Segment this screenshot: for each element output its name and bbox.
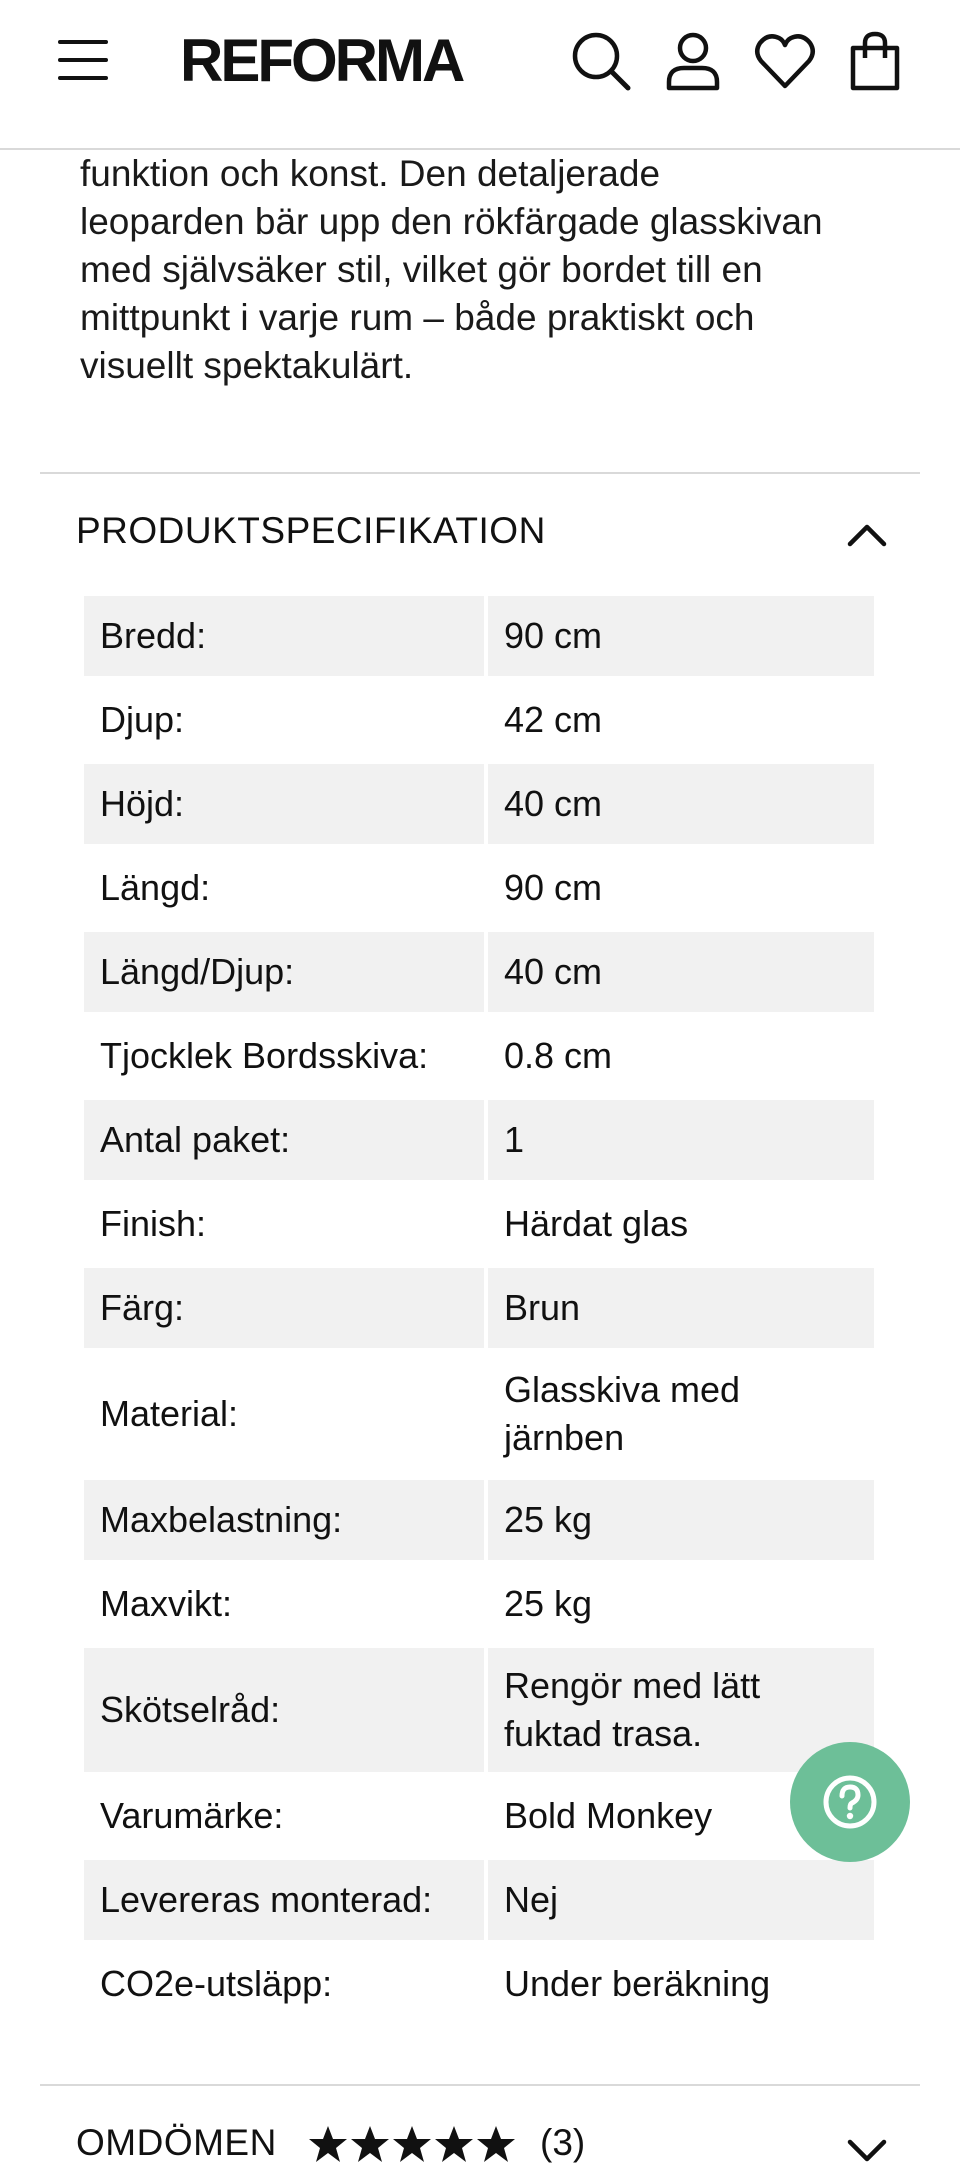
spec-label: Antal paket: — [84, 1100, 484, 1180]
spec-row — [84, 680, 878, 760]
user-icon[interactable] — [660, 28, 726, 94]
spec-label: Höjd: — [84, 764, 484, 844]
spec-row — [84, 848, 878, 928]
spec-row — [84, 932, 878, 1012]
logo[interactable]: REFORMA — [180, 27, 463, 94]
question-icon — [820, 1772, 880, 1832]
spec-value: 40 cm — [488, 932, 874, 1012]
spec-label: Maxvikt: — [100, 1583, 233, 1624]
star-icon — [308, 2124, 348, 2164]
reviews-accordion-header[interactable] — [40, 2104, 920, 2164]
bag-icon[interactable] — [842, 28, 908, 94]
spec-value: Glasskiva med järnben — [504, 1369, 741, 1458]
spec-label: Varumärke: — [100, 1795, 284, 1836]
star-icon — [350, 2124, 390, 2164]
spec-table — [84, 596, 878, 2028]
spec-value: Härdat glas — [504, 1203, 689, 1244]
spec-value: 40 cm — [488, 764, 874, 844]
star-icon — [434, 2124, 474, 2164]
heart-icon[interactable] — [752, 28, 818, 94]
divider — [40, 2084, 920, 2086]
spec-label: Finish: — [100, 1203, 207, 1244]
spec-label: Längd: — [100, 867, 211, 908]
menu-icon[interactable] — [58, 38, 112, 82]
spec-value: 25 kg — [488, 1480, 874, 1560]
review-count: (3) — [540, 2122, 586, 2163]
spec-label: Bredd: — [84, 596, 484, 676]
description-line: visuellt spektakulärt. — [80, 345, 414, 386]
chevron-up-icon[interactable] — [842, 510, 892, 560]
spec-value: 90 cm — [504, 867, 603, 908]
spec-row — [84, 1016, 878, 1096]
description-line: funktion och konst. Den detaljerade — [80, 153, 661, 194]
site-header — [0, 0, 960, 150]
search-icon[interactable] — [568, 28, 634, 94]
description-line: med självsäker stil, vilket gör bordet till en — [80, 249, 763, 290]
spec-label: CO2e-utsläpp: — [100, 1963, 333, 2004]
help-button[interactable] — [790, 1742, 910, 1862]
spec-row — [84, 1184, 878, 1264]
spec-label: Material: — [100, 1393, 239, 1434]
spec-title: PRODUKTSPECIFIKATION — [76, 510, 546, 551]
spec-row — [84, 1352, 878, 1476]
spec-row — [84, 1100, 878, 1180]
spec-value: 0.8 cm — [504, 1035, 613, 1076]
spec-label: Maxbelastning: — [84, 1480, 484, 1560]
chevron-down-icon[interactable] — [842, 2126, 892, 2176]
spec-label: Levereras monterad: — [84, 1860, 484, 1940]
star-icon — [476, 2124, 516, 2164]
spec-value: Nej — [488, 1860, 874, 1940]
spec-row — [84, 1268, 878, 1348]
spec-value: 42 cm — [504, 699, 603, 740]
spec-value: Bold Monkey — [504, 1795, 713, 1836]
description-line: mittpunkt i varje rum – både praktiskt och — [80, 297, 755, 338]
spec-accordion-header[interactable] — [40, 500, 920, 570]
spec-value: Brun — [488, 1268, 874, 1348]
spec-value: 1 — [488, 1100, 874, 1180]
spec-row — [84, 1480, 878, 1560]
spec-row — [84, 764, 878, 844]
product-description — [80, 150, 900, 390]
spec-row — [84, 1944, 878, 2024]
spec-label: Djup: — [100, 699, 185, 740]
spec-label: Tjocklek Bordsskiva: — [100, 1035, 429, 1076]
spec-row — [84, 1648, 878, 1772]
spec-value: 90 cm — [488, 596, 874, 676]
spec-value: 25 kg — [504, 1583, 593, 1624]
spec-label: Skötselråd: — [84, 1648, 484, 1772]
spec-row — [84, 596, 878, 676]
spec-row — [84, 1564, 878, 1644]
spec-row — [84, 1776, 878, 1856]
spec-value: Rengör med lätt fuktad trasa. — [488, 1648, 874, 1772]
spec-label: Färg: — [84, 1268, 484, 1348]
spec-row — [84, 1860, 878, 1940]
spec-value: Under beräkning — [504, 1963, 771, 2004]
star-icon — [392, 2124, 432, 2164]
rating-stars — [308, 2124, 518, 2164]
reviews-title: OMDÖMEN — [76, 2122, 277, 2163]
spec-label: Längd/Djup: — [84, 932, 484, 1012]
divider — [40, 472, 920, 474]
description-line: leoparden bär upp den rökfärgade glasskivan — [80, 201, 823, 242]
